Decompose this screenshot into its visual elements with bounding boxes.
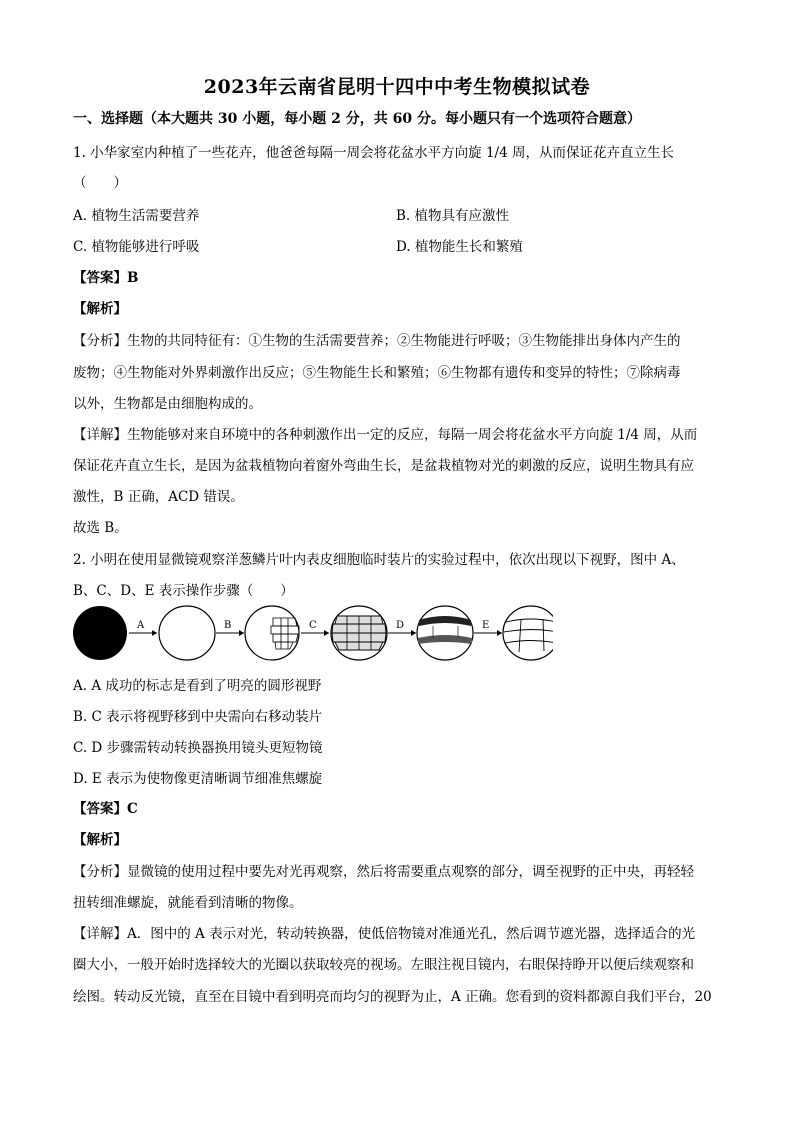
q1-xiangjie-line1: 【详解】生物能够对来自环境中的各种刺激作出一定的反应，每隔一周会将花盆水平方向旋 1/4 周，从而: [73, 427, 698, 443]
microscope-view-2: [159, 606, 215, 660]
q2-option-c: C. D 步骤需转动转换器换用镜头更短物镜: [73, 740, 323, 756]
q1-stem-line2: （ ）: [73, 175, 127, 191]
q2-stem-line1: 2. 小明在使用显微镜观察洋葱鳞片叶内表皮细胞临时装片的实验过程中，依次出现以下视野，图中 A、: [73, 552, 685, 568]
q1-option-d: D. 植物能生长和繁殖: [396, 239, 523, 255]
figure-label-e: E: [482, 620, 490, 631]
figure-label-a: A: [137, 620, 145, 631]
q2-answer: 【答案】C: [73, 801, 138, 817]
q2-xiangjie-line2: 圈大小，一般开始时选择较大的光圈以获取较亮的视场。左眼注视目镜内，右眼保持睁开以便后续观察和: [73, 957, 694, 973]
microscope-view-1: [73, 606, 127, 660]
q1-answer: 【答案】B: [73, 270, 139, 286]
q2-xiangjie-line3: 绘图。转动反光镜，直至在目镜中看到明亮而均匀的视野为止，A 正确。您看到的资料都源自我们平台，20: [73, 989, 712, 1005]
q2-fenxi-line2: 扭转细准螺旋，就能看到清晰的物像。: [73, 895, 303, 911]
q2-xiangjie-line1: 【详解】A．图中的 A 表示对光，转动转换器，使低倍物镜对准通光孔，然后调节遮光器，选择适合的光: [73, 926, 696, 942]
q2-fenxi-line1: 【分析】显微镜的使用过程中要先对光再观察，然后将需要重点观察的部分，调至视野的正中央，再轻轻: [73, 864, 694, 880]
figure-label-d: D: [396, 620, 405, 631]
q2-option-b: B. C 表示将视野移到中央需向右移动装片: [73, 709, 323, 725]
microscope-view-4: [331, 606, 387, 660]
q1-fenxi-line1: 【分析】生物的共同特征有：①生物的生活需要营养；②生物能进行呼吸；③生物能排出身体内产生的: [73, 333, 681, 349]
q1-option-b: B. 植物具有应激性: [396, 208, 510, 224]
microscope-view-sequence-figure: [73, 604, 553, 662]
figure-label-c: C: [309, 620, 317, 631]
q1-stem-line1: 1. 小华家室内种植了一些花卉，他爸爸每隔一周会将花盆水平方向旋 1/4 周，从而保证花卉直立生长: [73, 145, 674, 161]
microscope-view-6: [503, 606, 553, 660]
section-heading: 一、选择题（本大题共 30 小题，每小题 2 分，共 60 分。每小题只有一个选项符合题意）: [73, 111, 641, 127]
q2-option-d: D. E 表示为使物像更清晰调节细准焦螺旋: [73, 771, 323, 787]
q1-xiangjie-line3: 激性，B 正确，ACD 错误。: [73, 489, 244, 505]
q1-xiangjie-line2: 保证花卉直立生长，是因为盆栽植物向着窗外弯曲生长，是盆栽植物对光的刺激的反应，说明生物具有应: [73, 458, 694, 474]
q2-option-a: A. A 成功的标志是看到了明亮的圆形视野: [73, 678, 322, 694]
page-title: 2023年云南省昆明十四中中考生物模拟试卷: [203, 76, 591, 98]
q2-stem-line2: B、C、D、E 表示操作步骤（ ）: [73, 583, 294, 599]
microscope-view-3: [245, 606, 299, 660]
q2-analysis-tag: 【解析】: [73, 832, 127, 848]
q1-option-c: C. 植物能够进行呼吸: [73, 239, 200, 255]
q1-conclusion: 故选 B。: [73, 520, 128, 536]
microscope-view-5: [417, 606, 473, 660]
q1-fenxi-line2: 废物；④生物能对外界刺激作出反应；⑤生物能生长和繁殖；⑥生物都有遗传和变异的特性；⑦除病毒: [73, 365, 681, 381]
q1-analysis-tag: 【解析】: [73, 301, 127, 317]
figure-label-b: B: [224, 620, 232, 631]
q1-option-a: A. 植物生活需要营养: [73, 208, 200, 224]
q1-fenxi-line3: 以外，生物都是由细胞构成的。: [73, 396, 262, 412]
